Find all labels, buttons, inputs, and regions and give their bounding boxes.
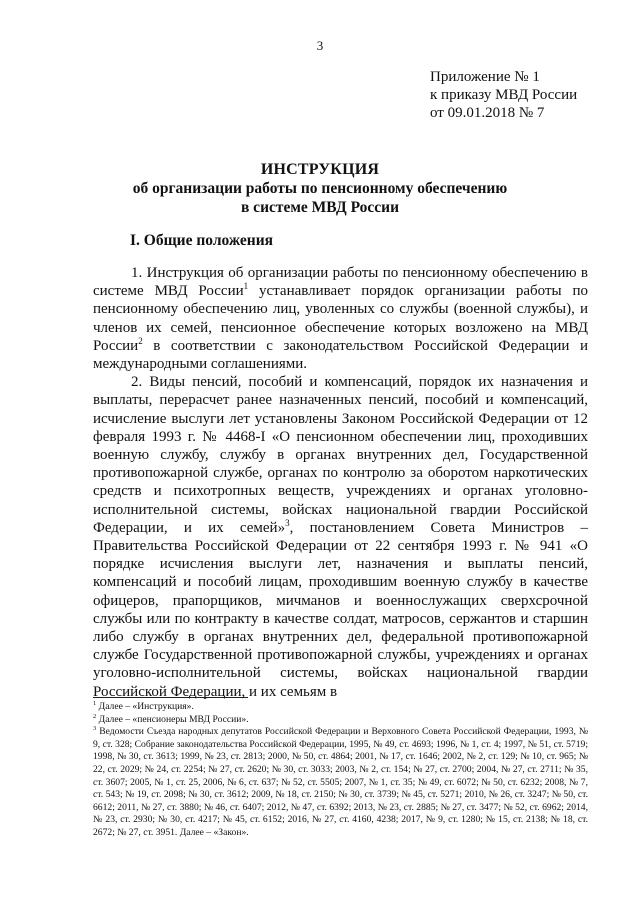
appendix-header xyxy=(430,68,577,122)
footnote-number: 2 xyxy=(93,712,97,720)
footnote-number: 3 xyxy=(93,725,97,732)
body-text xyxy=(93,264,588,701)
appendix-line-2: к приказу МВД России xyxy=(430,87,578,103)
footnote-2 xyxy=(93,714,588,727)
paragraph-1-part-3: в соответствии с законодательством Российской Федерации и международными соглашениями. xyxy=(93,337,588,373)
paragraph-1 xyxy=(93,264,588,373)
footnote-divider xyxy=(93,697,248,698)
page-number: 3 xyxy=(316,38,324,53)
footnote-1 xyxy=(93,701,588,714)
footnote-ref-2: 2 xyxy=(138,335,143,346)
paragraph-1-part-1: 1. Инструкция об организации работы по пенсионному обеспечению в системе МВД России xyxy=(93,265,588,300)
document-title-main: ИНСТРУКЦИЯ xyxy=(260,161,380,178)
appendix-line-1: Приложение № 1 xyxy=(430,69,540,85)
footnote-3 xyxy=(93,726,588,839)
document-title-line-3: в системе МВД России xyxy=(240,199,400,216)
footnotes xyxy=(93,701,588,840)
document-title-line-2: об организации работы по пенсионному обеспечению xyxy=(132,180,508,197)
paragraph-2-part-2: , постановлением Совета Министров – Правительства Российской Федерации от 22 сентября 1993 г. № 941 «О порядке исчисления выслуги лет, назначения и выплаты пенсий, компенсаций и пособий лицам, проходившим военную службу в качестве офицеров, прапорщиков, мичманов и военнослужащих сверхсрочной службы или по контракту в качестве солдат, матросов, сержантов и старшин либо службу в органах внутренних дел, федеральной противопожарной службе Государственной противопожарной службы, учреждениях и органах уголовно-исполнительной системы, войсках национальной гвардии Российской Федерации, и их семьям в xyxy=(93,519,588,700)
footnote-ref-1: 1 xyxy=(243,281,249,292)
appendix-line-3: от 09.01.2018 № 7 xyxy=(430,105,545,121)
footnote-text: Далее – «пенсионеры МВД России». xyxy=(96,713,249,725)
footnote-ref-3: 3 xyxy=(285,517,290,528)
section-heading: I. Общие положения xyxy=(130,232,274,249)
paragraph-2 xyxy=(93,373,588,701)
paragraph-2-part-1: 2. Виды пенсий, пособий и компенсаций, порядок их назначения и выплаты, перерасчет ранее назначенных пенсий, пособий и компенсаций, исчисление выслуги лет установлены Законом Российской Федерации от 12 февраля 1993 г. № 4468-I «О пенсионном обеспечении лиц, проходивших военную службу, службу в органах внутренних дел, Государственной противопожарной службе, органах по контролю за оборотом наркотических средств и психотропных веществ, учреждениях и органах уголовно-исполнительной системы, войсках национальной гвардии Российской Федерации, и их семей» xyxy=(93,374,588,536)
document-title xyxy=(0,160,640,217)
footnote-text: Далее – «Инструкция». xyxy=(96,701,194,712)
paragraph-1-part-2: устанавливает порядок организации работы по пенсионному обеспечению лиц, уволенных со службы (военной службы), и членов их семей, пенсионное обеспечение которых возложено на МВД России xyxy=(93,283,588,354)
footnote-text: Ведомости Съезда народных депутатов Российской Федерации и Верховного Совета Российской Федерации, 1993, № 9, ст. 328; Собрание законодательства Российской Федерации, 1995, № 49, ст. 4693; 1996, № 1, ст. 4; 1997, № 51, ст. 5719; 1998, № 30, ст. 3613; 1999, № 23, ст. 2813; 2000, № 50, ст. 4864; 2001, № 17, ст. 1646; 2002, № 2, ст. 129; № 10, ст. 965; № 22, ст. 2029; № 24, ст. 2254; № 27, ст. 2620; № 30, ст. 3033; 2003, № 2, ст. 154; № 27, ст. 2700; 2004, № 27, ст. 2711; № 35, ст. 3607; 2005, № 1, ст. 25, 2006, № 6, ст. 637; № 52, ст. 5505; 2007, № 1, ст. 35; № 49, ст. 6072; № 50, ст. 6232; 2008, № 7, ст. 543; № 19, ст. 2098; № 30, ст. 3612; 2009, № 18, ст. 2150; № 30, ст. 3739; № 45, ст. 5271; 2010, № 26, ст. 3247; № 50, ст. 6612; 2011, № 27, ст. 3880; № 46, ст. 6407; 2012, № 47, ст. 6392; 2013, № 23, ст. 2885; № 27, ст. 3477; № 52, ст. 6962; 2014, № 23, ст. 2930; № 30, ст. 4217; № 45, ст. 6152; 2016, № 27, ст. 4160, 4238; 2017, № 9, ст. 1280; № 15, ст. 2138; № 18, ст. 2672; № 27, ст. 3951. Далее – «Закон». xyxy=(93,726,588,838)
footnote-number: 1 xyxy=(93,699,97,707)
